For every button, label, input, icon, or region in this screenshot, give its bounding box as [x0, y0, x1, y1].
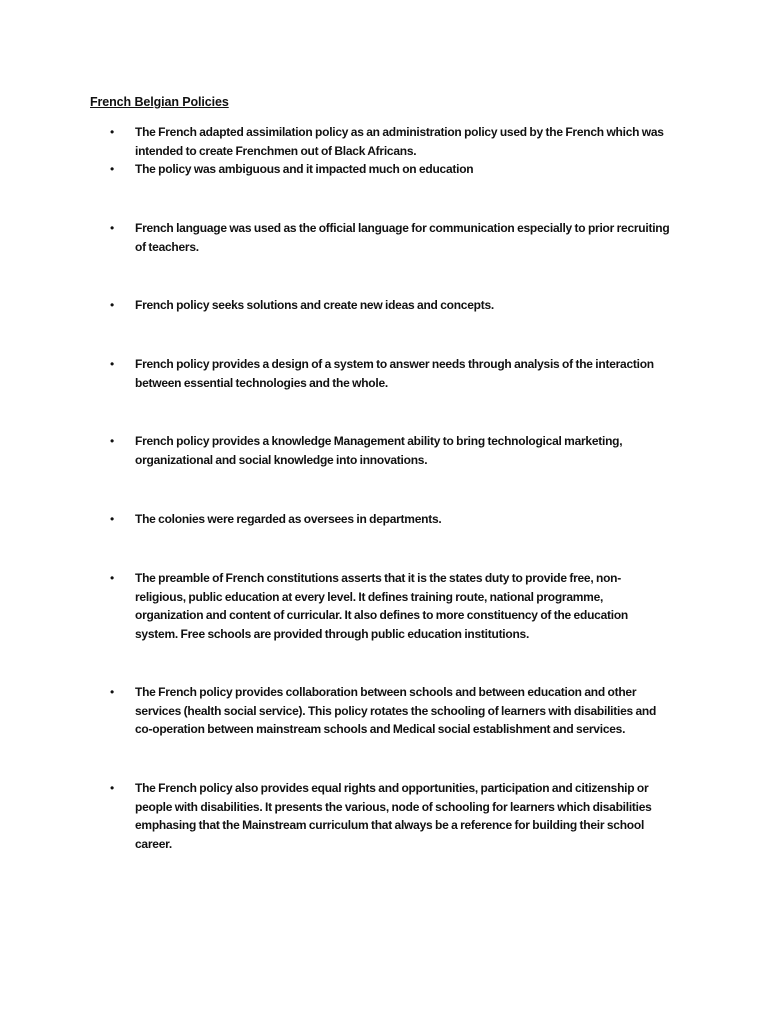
list-item	[110, 779, 670, 853]
list-item	[110, 160, 670, 179]
bullet-icon: •	[110, 781, 115, 795]
list-item-text: French policy provides a knowledge Management ability to bring technological marketing, organizational and social knowledge into innovations.	[135, 434, 623, 467]
document-title: French Belgian Policies	[90, 95, 229, 109]
list-item	[110, 355, 670, 392]
list-item-text: The preamble of French constitutions asserts that it is the states duty to provide free, non-religious, public education at every level. It defines training route, national programme, organization and content of curricular. It also defines to more constituency of the education system. Free schools are provided through public education institutions.	[135, 571, 628, 641]
list-item-text: The colonies were regarded as oversees in departments.	[135, 512, 442, 526]
list-item-text: French policy provides a design of a system to answer needs through analysis of the interaction between essential technologies and the whole.	[135, 357, 654, 390]
bullet-icon: •	[110, 298, 115, 312]
bullet-icon: •	[110, 434, 115, 448]
list-item-text: The French policy also provides equal rights and opportunities, participation and citizenship or people with disabilities. It presents the various, node of schooling for learners which disabilities emphasing that the Mainstream curriculum that always be a reference for building their school career.	[135, 781, 652, 851]
bullet-icon: •	[110, 221, 115, 235]
list-item-text: French policy seeks solutions and create new ideas and concepts.	[135, 298, 494, 312]
list-item	[110, 569, 670, 643]
list-item-text: French language was used as the official language for communication especially to prior recruiting of teachers.	[135, 221, 670, 254]
list-item-text: The policy was ambiguous and it impacted much on education	[135, 162, 474, 176]
list-item	[110, 683, 670, 739]
bullet-icon: •	[110, 162, 115, 176]
list-item	[110, 219, 670, 256]
bullet-icon: •	[110, 685, 115, 699]
list-item-text: The French policy provides collaboration between schools and between education and other services (health social service). This policy rotates the schooling of learners with disabilities and co-operation between mainstream schools and Medical social establishment and services.	[135, 685, 657, 736]
bullet-icon: •	[110, 357, 115, 371]
bullet-icon: •	[110, 512, 115, 526]
list-item-text: The French adapted assimilation policy as an administration policy used by the French which was intended to create Frenchmen out of Black Africans.	[135, 125, 664, 158]
list-item	[110, 432, 670, 469]
list-item	[110, 123, 670, 160]
bullet-icon: •	[110, 571, 115, 585]
list-item	[110, 296, 670, 315]
list-item	[110, 510, 670, 529]
bullet-icon: •	[110, 125, 115, 139]
